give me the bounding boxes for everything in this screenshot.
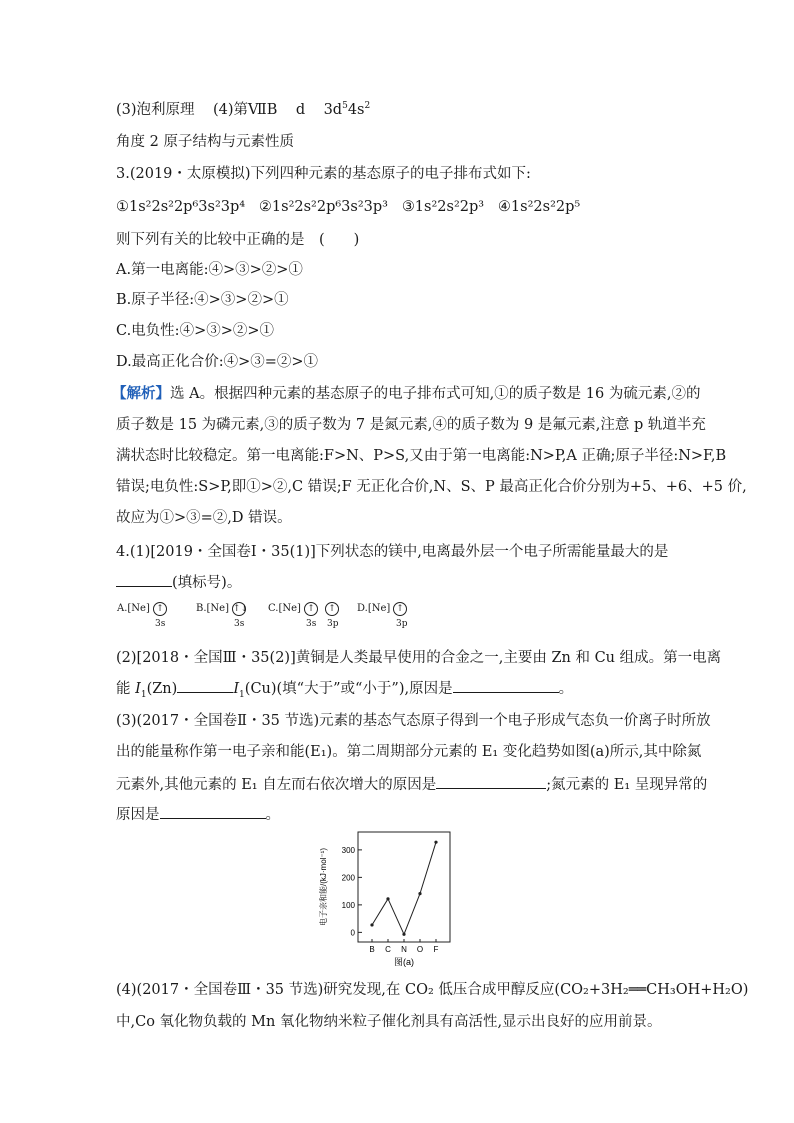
answer-config: $3d^54s^2$	[323, 101, 371, 118]
answer-3: (3)泡利原理	[116, 102, 195, 118]
x-tick-label: C	[385, 945, 391, 954]
x-tick-label: B	[369, 945, 375, 954]
orbital-circle: ↑	[153, 602, 167, 616]
y-tick-label: 200	[341, 873, 355, 883]
answer-blank[interactable]	[453, 678, 559, 693]
analysis-line-2: 质子数是 15 为磷元素,③的质子数为 7 是氮元素,④的质子数为 9 是氟元素,注意 p 轨道半充	[116, 417, 706, 433]
q3-ask: 则下列有关的比较中正确的是 ( )	[116, 232, 360, 248]
option-b: B.原子半径:④>③>②>①	[116, 292, 289, 308]
config-4: ④1s²2s²2p⁵	[497, 199, 581, 215]
orbital-circle: ↑	[393, 602, 407, 616]
analysis-tag: 【解析】	[112, 385, 170, 402]
x-tick-label: F	[433, 945, 439, 954]
option-c: C.电负性:④>③>②>①	[116, 323, 275, 339]
orbital-circle: ↑	[304, 602, 318, 616]
analysis-line-1: 【解析】选 A。根据四种元素的基态原子的电子排布式可知,①的质子数是 16 为硫元素,②的	[112, 385, 701, 402]
orbital-label: 3p	[327, 619, 339, 629]
config-2: ②1s²2s²2p⁶3s²3p³	[258, 199, 388, 215]
analysis-line-5: 故应为①>③=②,D 错误。	[116, 510, 292, 526]
orbital-circle: ↑↓	[233, 604, 249, 614]
config-3: ③1s²2s²2p³	[401, 199, 485, 215]
answer-4: (4)第ⅦB	[212, 102, 278, 118]
q4-part1-line2: (填标号)。	[116, 572, 241, 593]
x-tick-label: O	[416, 945, 424, 954]
y-tick-label: 100	[341, 900, 355, 910]
answer-blank[interactable]	[436, 774, 546, 789]
answer-block: d	[295, 102, 306, 118]
y-tick-label: 0	[350, 928, 355, 938]
orbital-label: 3p	[396, 619, 408, 629]
q4-part1-line1: 4.(1)[2019・全国卷Ⅰ・35(1)]下列状态的镁中,电离最外层一个电子所需能量最大的是	[116, 544, 669, 560]
orbital-circle: ↑	[325, 602, 339, 616]
q4-part4-line2: 中,Co 氧化物负载的 Mn 氧化物纳米粒子催化剂具有高活性,显示出良好的应用前景。	[116, 1014, 662, 1030]
y-axis-label: 电子亲和能/(kJ·mol⁻¹)	[319, 848, 328, 926]
orbital-label: 3s	[234, 619, 245, 629]
config-1: ①1s²2s²2p⁶3s²3p⁴	[116, 199, 246, 215]
section-heading: 角度 2 原子结构与元素性质	[116, 134, 294, 150]
y-tick-label: 300	[341, 845, 355, 855]
answer-blank[interactable]	[160, 804, 266, 819]
analysis-line-4: 错误;电负性:S>P,即①>②,C 错误;F 无正化合价,N、S、P 最高正化合价分别为+5、+6、+5 价,	[116, 479, 747, 495]
x-tick-label: N	[401, 945, 407, 954]
option-d-label: D.[Ne]	[357, 603, 391, 614]
data-point-F	[434, 841, 437, 844]
answer-blank[interactable]	[177, 678, 233, 693]
q4-part3-line2: 出的能量称作第一电子亲和能(E₁)。第二周期部分元素的 E₁ 变化趋势如图(a)所示,其中除氮	[116, 744, 702, 760]
q4-part2-line2: 能 $I_1(Zn)$ $I_1(Cu)$(填“大于”或“小于”),原因是 。	[116, 678, 573, 699]
q4-part3-line3: 元素外,其他元素的 E₁ 自左而右依次增大的原因是 ;氮元素的 E₁ 呈现异常的	[116, 774, 707, 795]
q4-part3-line1: (3)(2017・全国卷Ⅱ・35 节选)元素的基态气态原子得到一个电子形成气态负一价离子时所放	[116, 713, 711, 729]
answer-line	[116, 100, 370, 120]
q4-part2-line1: (2)[2018・全国Ⅲ・35(2)]黄铜是人类最早使用的合金之一,主要由 Zn 和 Cu 组成。第一电离	[116, 650, 722, 666]
data-point-C	[386, 897, 389, 900]
data-point-O	[418, 892, 421, 895]
option-d: D.最高正化合价:④>③=②>①	[116, 354, 319, 370]
orbital-label: 3s	[306, 619, 317, 629]
answer-blank[interactable]	[116, 572, 172, 587]
q3-configs	[116, 197, 580, 217]
option-c-label: C.[Ne]	[268, 603, 301, 614]
option-b-label: B.[Ne]	[196, 603, 229, 614]
analysis-line-3: 满状态时比较稳定。第一电离能:F>N、P>S,又由于第一电离能:N>P,A 正确;原子半径:N>F,B	[116, 448, 727, 464]
series-line	[372, 842, 436, 934]
data-point-N	[402, 933, 405, 936]
figure-caption: 图(a)	[394, 957, 414, 967]
option-a-label: A.[Ne]	[117, 603, 150, 614]
q4-part3-line4: 原因是 。	[116, 804, 280, 825]
q4-part4-line1: (4)(2017・全国卷Ⅲ・35 节选)研究发现,在 CO₂ 低压合成甲醇反应(CO₂+3H₂══CH₃OH+H₂O)	[116, 982, 749, 998]
orbital-label: 3s	[155, 619, 166, 629]
data-point-B	[370, 923, 373, 926]
option-a: A.第一电离能:④>③>②>①	[116, 262, 303, 278]
q3-stem: 3.(2019・太原模拟)下列四种元素的基态原子的电子排布式如下:	[116, 166, 531, 182]
electron-affinity-chart	[316, 825, 466, 970]
